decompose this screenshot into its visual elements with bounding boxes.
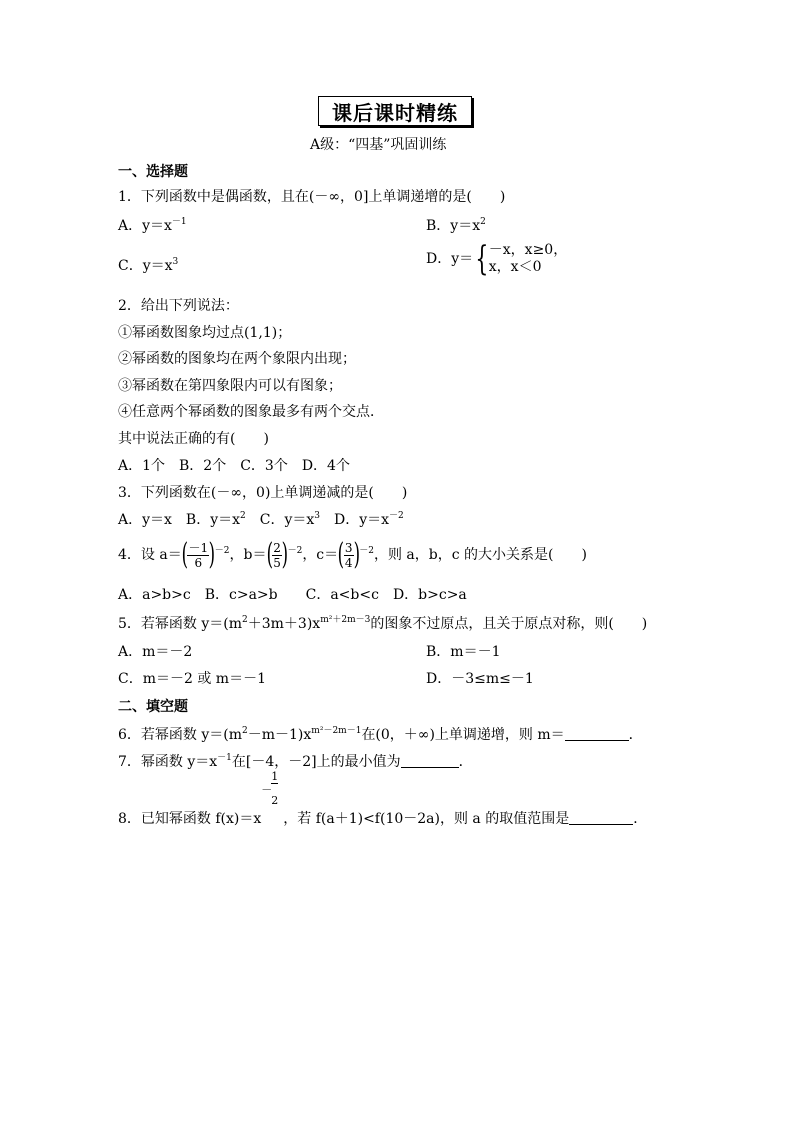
question-3-stem: 3．下列函数在(－∞，0)上单调递减的是( ) [118, 485, 408, 501]
question-5-option-d: D．－3≤m≤－1 [426, 671, 534, 687]
question-2-ask: 其中说法正确的有( ) [118, 431, 269, 447]
question-4-stem: 4．设 a＝( $\frac{-1}{6}$ )$^{-2}$，b＝( $\frac{2}{5}$ )$^{-2}$，c＝( $\frac{3}{4}$ )$^{-2}$，则 a，b，c 的大小关系是( ) [118, 537, 587, 572]
question-2-statement-1: ①幂函数图象均过点(1,1)； [118, 325, 292, 341]
question-5-option-b: B．m＝－1 [426, 644, 501, 660]
page-title: 课后课时精练 [318, 96, 472, 126]
question-5-stem: 5．若幂函数 $y=(m^2+3m+3)x^{m^2+2m-3}$的图象不过原点，且关于原点对称，则( ) [118, 615, 648, 632]
question-2-statement-3: ③幂函数在第四象限内可以有图象； [118, 378, 342, 394]
question-1-option-d: D．y＝{－x，x≥0， x，x＜0 [426, 239, 568, 279]
question-5-option-a: A．m＝－2 [118, 644, 193, 660]
question-2-stem: 2．给出下列说法： [118, 298, 239, 314]
answer-blank[interactable] [565, 740, 629, 741]
question-1-stem: 1．下列函数中是偶函数，且在(－∞，0]上单调递增的是( ) [118, 189, 506, 205]
question-8-stem: 8．已知幂函数 f(x)＝x － 1 2 ，若 f(a＋1)<f(10－2a)，则 a 的取值范围是 ． [118, 770, 648, 827]
question-1-option-c: C．$y=x^3$ [118, 257, 179, 274]
question-6-stem: 6．若幂函数 $y=(m^2-m-1)x^{m^2-2m-1}$在(0，＋∞)上单调递增，则 m＝ ． [118, 726, 643, 743]
question-5-option-c: C．m＝－2 或 m＝－1 [118, 671, 266, 687]
question-1-option-a: A．$y=x^{-1}$ [118, 217, 187, 234]
question-7-stem: 7．幂函数 $y=x^{-1}$在[－4，－2]上的最小值为 ． [118, 753, 473, 770]
answer-blank[interactable] [569, 824, 633, 825]
answer-blank[interactable] [401, 767, 459, 768]
section-heading-choice: 一、选择题 [118, 164, 188, 180]
section-heading-fill: 二、填空题 [118, 699, 188, 715]
subtitle: A级：“四基”巩固训练 [310, 137, 447, 153]
question-3-options: A．y＝x B．$y=x^2$ C．$y=x^3$ D．$y=x^{-2}$ [118, 511, 404, 528]
question-4-options: A．a>b>c B．c>a>b C．a<b<c D．b>c>a [118, 587, 467, 603]
question-1-option-b: B．$y=x^2$ [426, 217, 486, 234]
exponent-fraction: － 1 2 [261, 770, 279, 807]
question-2-statement-4: ④任意两个幂函数的图象最多有两个交点． [118, 404, 384, 420]
question-2-options: A．1个 B．2个 C．3个 D．4个 [118, 458, 350, 474]
question-2-statement-2: ②幂函数的图象均在两个象限内出现； [118, 351, 356, 367]
